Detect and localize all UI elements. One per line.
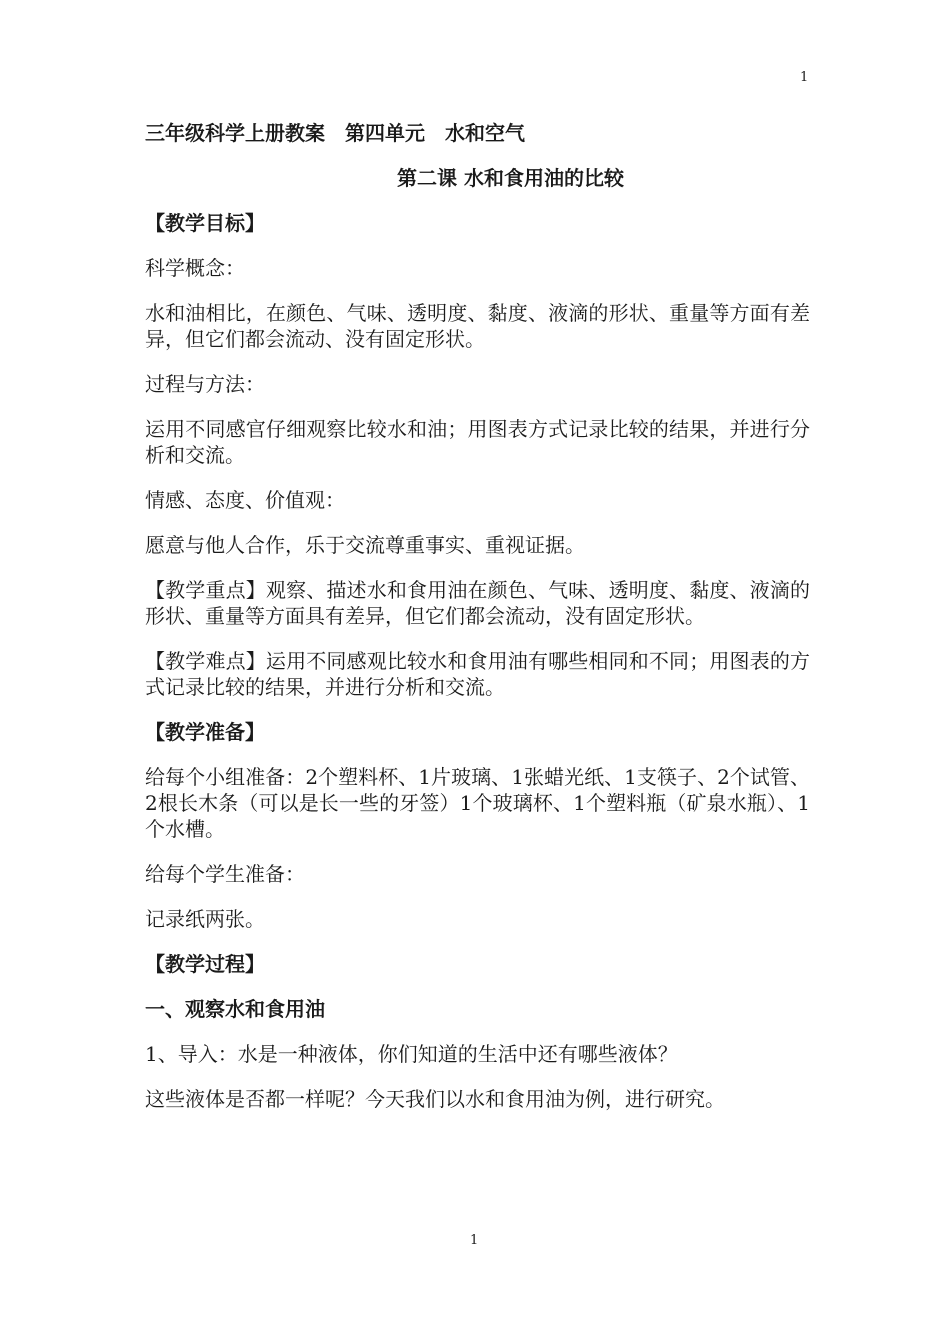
student-prep-text: 记录纸两张。	[145, 907, 265, 931]
attitude-text: 愿意与他人合作，乐于交流尊重事实、重视证据。	[145, 533, 585, 557]
section1-heading: 一、观察水和食用油	[145, 997, 325, 1021]
difficulty: 【教学难点】运用不同感观比较水和食用油有哪些相同和不同；用图表的方式记录比较的结果，并进行分析和交流。	[145, 649, 810, 699]
attitude-label: 情感、态度、价值观：	[145, 488, 345, 512]
step1: 1、导入：水是一种液体，你们知道的生活中还有哪些液体？	[145, 1042, 678, 1066]
doc-title: 三年级科学上册教案 第四单元 水和空气	[145, 121, 525, 145]
process-heading: 【教学过程】	[145, 952, 265, 976]
student-prep-label: 给每个学生准备：	[145, 862, 305, 886]
prep-heading: 【教学准备】	[145, 720, 265, 744]
concept-label: 科学概念：	[145, 256, 245, 280]
document-body	[145, 120, 810, 1131]
concept-text: 水和油相比，在颜色、气味、透明度、黏度、液滴的形状、重量等方面有差异，但它们都会流动、没有固定形状。	[145, 301, 810, 351]
step1-cont: 这些液体是否都一样呢？今天我们以水和食用油为例，进行研究。	[145, 1087, 725, 1111]
objectives-heading: 【教学目标】	[145, 211, 265, 235]
key-point: 【教学重点】观察、描述水和食用油在颜色、气味、透明度、黏度、液滴的形状、重量等方面具有差异，但它们都会流动，没有固定形状。	[145, 578, 810, 628]
method-text: 运用不同感官仔细观察比较水和油；用图表方式记录比较的结果，并进行分析和交流。	[145, 417, 810, 467]
group-prep: 给每个小组准备：2个塑料杯、1片玻璃、1张蜡光纸、1支筷子、2个试管、2根长木条（可以是长一些的牙签）1个玻璃杯、1个塑料瓶（矿泉水瓶）、1个水槽。	[145, 765, 810, 841]
footer-page-number: 1	[470, 1233, 479, 1248]
header-page-number: 1	[800, 70, 809, 85]
method-label: 过程与方法：	[145, 372, 265, 396]
lesson-title: 第二课 水和食用油的比较	[397, 166, 624, 190]
